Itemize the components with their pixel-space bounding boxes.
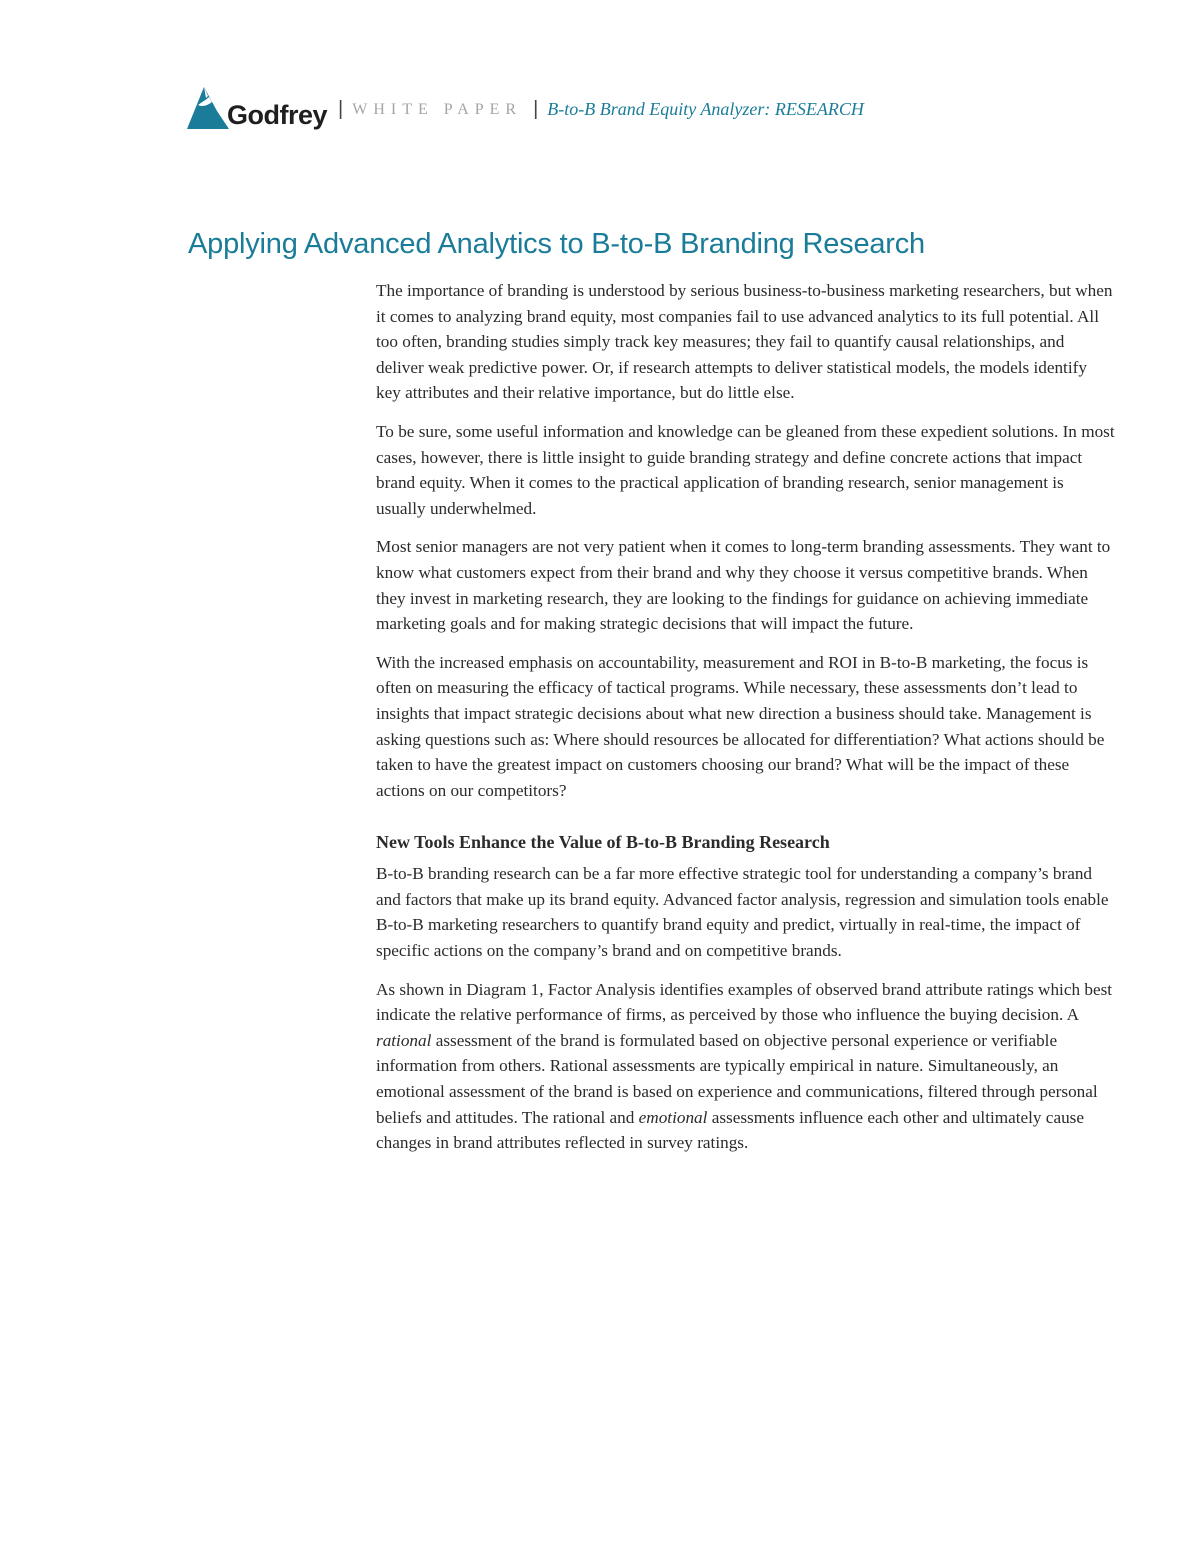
paragraph-6-part-3: assessments influence each other and ultimately cause changes in brand attributes reflected in survey ratings. [376,1107,1084,1153]
emphasis-emotional: emotional [638,1107,708,1127]
paragraph-5: B-to-B branding research can be a far more effective strategic tool for understanding a company’s brand and factors that make up its brand equity. Advanced factor analysis, regression and simulation tools enable B-to-B marketing researchers to quantify brand equity and predict, virtually in real-time, the impact of specific actions on the company’s brand and on competitive brands. [376,864,1109,961]
paragraph-3: Most senior managers are not very patient when it comes to long-term branding assessments. They want to know what customers expect from their brand and why they choose it versus competitive brands. When they invest in marketing research, they are looking to the findings for guidance on achieving immediate marketing goals and for making strategic decisions that will impact the future. [376,537,1111,634]
paragraph-4: With the increased emphasis on accountability, measurement and ROI in B-to-B marketing, the focus is often on measuring the efficacy of tactical programs. While necessary, these assessments don’t lead to insights that impact strategic decisions about what new direction a business should take. Management is asking questions such as: Where should resources be allocated for differentiation? What actions should be taken to have the greatest impact on customers choosing our brand? What will be the impact of these actions on our competitors? [376,652,1105,800]
body-content [376,278,1116,1169]
paragraph-6-part-2: assessment of the brand is formulated based on objective personal experience or verifiable information from others. Rational assessments are typically empirical in nature. Simultaneously, an emotional assessment of the brand is based on experience and communications, filtered through personal beliefs and attitudes. The rational and [376,1030,1098,1127]
section-heading: New Tools Enhance the Value of B-to-B Branding Research [376,832,830,853]
paragraph-6 [376,977,1116,1156]
subtitle-prefix: B-to-B Brand Equity Analyzer: [547,98,775,119]
mountain-logo-icon [185,85,231,131]
subtitle-emphasis: RESEARCH [774,98,864,119]
document-subtitle [547,99,864,120]
emphasis-rational: rational [376,1030,432,1050]
document-header [185,82,864,132]
header-separator: | [338,97,344,120]
godfrey-logo [185,83,327,131]
page-title: Applying Advanced Analytics to B-to-B Branding Research [188,228,925,260]
paragraph-6-part-1: As shown in Diagram 1, Factor Analysis identifies examples of observed brand attribute ratings which best indicate the relative performance of firms, as perceived by those who influence the buying decision. A [376,979,1113,1025]
document-type: WHITE PAPER [352,101,523,118]
logo-wordmark: Godfrey [227,100,328,130]
paragraph-2: To be sure, some useful information and knowledge can be gleaned from these expedient solutions. In most cases, however, there is little insight to guide branding strategy and define concrete actions that impact brand equity. When it comes to the practical application of branding research, senior management is usually underwhelmed. [376,421,1115,518]
paragraph-1: The importance of branding is understood by serious business-to-business marketing researchers, but when it comes to analyzing brand equity, most companies fail to use advanced analytics to its full potential. All too often, branding studies simply track key measures; they fail to quantify causal relationships, and deliver weak predictive power. Or, if research attempts to deliver statistical models, the models identify key attributes and their relative importance, but do little else. [376,281,1113,403]
header-separator-2: | [533,97,539,120]
